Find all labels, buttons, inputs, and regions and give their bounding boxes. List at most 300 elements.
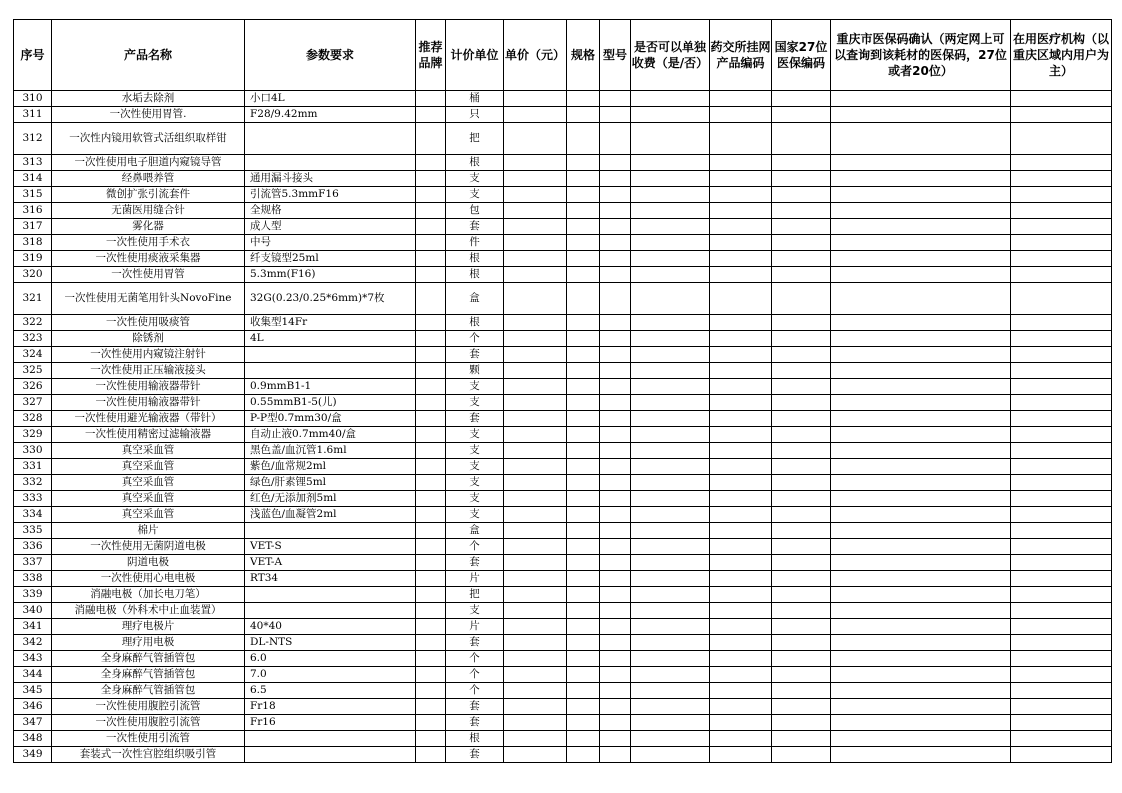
cell-param xyxy=(245,587,416,603)
cell-model xyxy=(600,459,631,475)
cell-institution xyxy=(1011,699,1112,715)
cell-national-code xyxy=(772,683,831,699)
cell-param: F28/9.42mm xyxy=(245,107,416,123)
cell-separate-charge xyxy=(631,747,710,763)
cell-model xyxy=(600,507,631,523)
cell-chongqing-code xyxy=(831,155,1011,171)
cell-exchange-code xyxy=(710,603,772,619)
cell-separate-charge xyxy=(631,571,710,587)
cell-model xyxy=(600,491,631,507)
cell-chongqing-code xyxy=(831,539,1011,555)
cell-national-code xyxy=(772,731,831,747)
cell-institution xyxy=(1011,363,1112,379)
cell-param xyxy=(245,363,416,379)
cell-no: 349 xyxy=(14,747,52,763)
cell-national-code xyxy=(772,507,831,523)
cell-unit: 把 xyxy=(446,123,504,155)
header-cell-name: 产品名称 xyxy=(52,20,245,91)
cell-brand xyxy=(416,187,446,203)
cell-institution xyxy=(1011,747,1112,763)
table-row xyxy=(14,123,1112,155)
cell-brand xyxy=(416,411,446,427)
cell-name: 套装式一次性宫腔组织吸引管 xyxy=(52,747,245,763)
table-row xyxy=(14,683,1112,699)
cell-model xyxy=(600,187,631,203)
cell-spec xyxy=(567,555,600,571)
cell-model xyxy=(600,315,631,331)
cell-national-code xyxy=(772,219,831,235)
cell-param: 纤支镜型25ml xyxy=(245,251,416,267)
cell-chongqing-code xyxy=(831,475,1011,491)
cell-chongqing-code xyxy=(831,747,1011,763)
cell-no: 347 xyxy=(14,715,52,731)
cell-param: 0.55mmB1-5(儿) xyxy=(245,395,416,411)
header-cell-no: 序号 xyxy=(14,20,52,91)
table-row xyxy=(14,347,1112,363)
table-row xyxy=(14,91,1112,107)
cell-exchange-code xyxy=(710,251,772,267)
cell-brand xyxy=(416,747,446,763)
cell-no: 329 xyxy=(14,427,52,443)
cell-national-code xyxy=(772,523,831,539)
cell-separate-charge xyxy=(631,171,710,187)
cell-separate-charge xyxy=(631,235,710,251)
table-row xyxy=(14,395,1112,411)
cell-institution xyxy=(1011,379,1112,395)
cell-separate-charge xyxy=(631,219,710,235)
cell-price xyxy=(504,715,567,731)
cell-chongqing-code xyxy=(831,315,1011,331)
cell-institution xyxy=(1011,203,1112,219)
cell-no: 318 xyxy=(14,235,52,251)
cell-exchange-code xyxy=(710,363,772,379)
cell-unit: 支 xyxy=(446,507,504,523)
cell-unit: 片 xyxy=(446,571,504,587)
cell-no: 340 xyxy=(14,603,52,619)
cell-national-code xyxy=(772,379,831,395)
cell-model xyxy=(600,747,631,763)
table-row xyxy=(14,667,1112,683)
cell-exchange-code xyxy=(710,587,772,603)
table-row xyxy=(14,251,1112,267)
cell-brand xyxy=(416,443,446,459)
cell-unit: 根 xyxy=(446,315,504,331)
cell-chongqing-code xyxy=(831,459,1011,475)
cell-brand xyxy=(416,491,446,507)
cell-spec xyxy=(567,603,600,619)
table-row xyxy=(14,459,1112,475)
cell-institution xyxy=(1011,587,1112,603)
cell-chongqing-code xyxy=(831,667,1011,683)
cell-price xyxy=(504,475,567,491)
cell-chongqing-code xyxy=(831,427,1011,443)
cell-institution xyxy=(1011,331,1112,347)
cell-institution xyxy=(1011,667,1112,683)
cell-param: P-P型0.7mm30/盒 xyxy=(245,411,416,427)
cell-separate-charge xyxy=(631,731,710,747)
header-cell-chongqing-code: 重庆市医保码确认（两定网上可以查询到该耗材的医保码，27位或者20位） xyxy=(831,20,1011,91)
cell-name: 无菌医用缝合针 xyxy=(52,203,245,219)
cell-brand xyxy=(416,171,446,187)
cell-price xyxy=(504,347,567,363)
cell-chongqing-code xyxy=(831,203,1011,219)
cell-spec xyxy=(567,171,600,187)
cell-national-code xyxy=(772,635,831,651)
table-row xyxy=(14,603,1112,619)
cell-name: 真空采血管 xyxy=(52,507,245,523)
cell-name: 一次性使用精密过滤输液器 xyxy=(52,427,245,443)
cell-price xyxy=(504,267,567,283)
cell-spec xyxy=(567,235,600,251)
cell-unit: 支 xyxy=(446,395,504,411)
cell-param: 黑色盖/血沉管1.6ml xyxy=(245,443,416,459)
cell-spec xyxy=(567,411,600,427)
cell-chongqing-code xyxy=(831,251,1011,267)
cell-no: 314 xyxy=(14,171,52,187)
cell-spec xyxy=(567,587,600,603)
cell-national-code xyxy=(772,331,831,347)
cell-chongqing-code xyxy=(831,107,1011,123)
cell-national-code xyxy=(772,251,831,267)
cell-institution xyxy=(1011,395,1112,411)
cell-separate-charge xyxy=(631,555,710,571)
cell-no: 335 xyxy=(14,523,52,539)
cell-no: 310 xyxy=(14,91,52,107)
cell-brand xyxy=(416,155,446,171)
cell-spec xyxy=(567,651,600,667)
cell-name: 真空采血管 xyxy=(52,475,245,491)
cell-brand xyxy=(416,363,446,379)
cell-model xyxy=(600,571,631,587)
cell-price xyxy=(504,539,567,555)
cell-price xyxy=(504,91,567,107)
cell-national-code xyxy=(772,235,831,251)
cell-price xyxy=(504,219,567,235)
cell-param: 中号 xyxy=(245,235,416,251)
cell-price xyxy=(504,187,567,203)
cell-brand xyxy=(416,395,446,411)
cell-no: 322 xyxy=(14,315,52,331)
table-row xyxy=(14,155,1112,171)
cell-name: 一次性使用胃管 xyxy=(52,267,245,283)
cell-param: 收集型14Fr xyxy=(245,315,416,331)
cell-no: 319 xyxy=(14,251,52,267)
cell-institution xyxy=(1011,315,1112,331)
cell-model xyxy=(600,395,631,411)
cell-unit: 个 xyxy=(446,331,504,347)
cell-unit: 个 xyxy=(446,683,504,699)
cell-brand xyxy=(416,267,446,283)
table-row xyxy=(14,331,1112,347)
cell-param: 浅蓝色/血凝管2ml xyxy=(245,507,416,523)
cell-institution xyxy=(1011,539,1112,555)
cell-national-code xyxy=(772,203,831,219)
cell-model xyxy=(600,651,631,667)
cell-spec xyxy=(567,507,600,523)
cell-separate-charge xyxy=(631,667,710,683)
table-row xyxy=(14,379,1112,395)
cell-national-code xyxy=(772,619,831,635)
cell-param: 全规格 xyxy=(245,203,416,219)
cell-model xyxy=(600,603,631,619)
cell-name: 一次性使用腹腔引流管 xyxy=(52,699,245,715)
cell-institution xyxy=(1011,107,1112,123)
cell-institution xyxy=(1011,475,1112,491)
cell-param: 紫色/血常规2ml xyxy=(245,459,416,475)
table-row xyxy=(14,571,1112,587)
table-row xyxy=(14,651,1112,667)
cell-separate-charge xyxy=(631,491,710,507)
cell-spec xyxy=(567,491,600,507)
cell-chongqing-code xyxy=(831,523,1011,539)
cell-brand xyxy=(416,651,446,667)
cell-name: 真空采血管 xyxy=(52,459,245,475)
cell-brand xyxy=(416,683,446,699)
cell-exchange-code xyxy=(710,443,772,459)
cell-brand xyxy=(416,123,446,155)
cell-no: 324 xyxy=(14,347,52,363)
cell-separate-charge xyxy=(631,123,710,155)
cell-unit: 包 xyxy=(446,203,504,219)
cell-brand xyxy=(416,699,446,715)
cell-model xyxy=(600,715,631,731)
cell-param: 40*40 xyxy=(245,619,416,635)
cell-no: 338 xyxy=(14,571,52,587)
cell-institution xyxy=(1011,507,1112,523)
table-row xyxy=(14,619,1112,635)
cell-no: 330 xyxy=(14,443,52,459)
cell-model xyxy=(600,555,631,571)
cell-chongqing-code xyxy=(831,587,1011,603)
cell-spec xyxy=(567,155,600,171)
cell-institution xyxy=(1011,651,1112,667)
cell-model xyxy=(600,203,631,219)
cell-model xyxy=(600,363,631,379)
cell-unit: 支 xyxy=(446,475,504,491)
cell-national-code xyxy=(772,267,831,283)
cell-unit: 套 xyxy=(446,411,504,427)
cell-separate-charge xyxy=(631,539,710,555)
cell-spec xyxy=(567,571,600,587)
cell-exchange-code xyxy=(710,619,772,635)
cell-brand xyxy=(416,251,446,267)
cell-no: 311 xyxy=(14,107,52,123)
cell-brand xyxy=(416,235,446,251)
cell-param: 成人型 xyxy=(245,219,416,235)
cell-chongqing-code xyxy=(831,379,1011,395)
cell-national-code xyxy=(772,363,831,379)
cell-separate-charge xyxy=(631,427,710,443)
cell-model xyxy=(600,283,631,315)
table-row xyxy=(14,427,1112,443)
cell-model xyxy=(600,539,631,555)
cell-brand xyxy=(416,91,446,107)
cell-name: 一次性使用吸痰管 xyxy=(52,315,245,331)
cell-name: 一次性使用无菌笔用针头NovoFine xyxy=(52,283,245,315)
cell-no: 326 xyxy=(14,379,52,395)
cell-exchange-code xyxy=(710,651,772,667)
cell-model xyxy=(600,411,631,427)
cell-separate-charge xyxy=(631,267,710,283)
cell-param xyxy=(245,731,416,747)
cell-chongqing-code xyxy=(831,651,1011,667)
table-row xyxy=(14,283,1112,315)
cell-name: 一次性使用无菌阴道电极 xyxy=(52,539,245,555)
cell-model xyxy=(600,235,631,251)
cell-chongqing-code xyxy=(831,635,1011,651)
cell-price xyxy=(504,427,567,443)
cell-separate-charge xyxy=(631,683,710,699)
cell-price xyxy=(504,731,567,747)
header-row xyxy=(14,20,1112,91)
cell-chongqing-code xyxy=(831,699,1011,715)
cell-brand xyxy=(416,331,446,347)
cell-institution xyxy=(1011,219,1112,235)
cell-param xyxy=(245,747,416,763)
cell-model xyxy=(600,699,631,715)
cell-no: 317 xyxy=(14,219,52,235)
cell-name: 除锈剂 xyxy=(52,331,245,347)
cell-name: 一次性使用电子胆道内窥镜导管 xyxy=(52,155,245,171)
cell-model xyxy=(600,683,631,699)
cell-param: 32G(0.23/0.25*6mm)*7枚 xyxy=(245,283,416,315)
cell-chongqing-code xyxy=(831,411,1011,427)
cell-separate-charge xyxy=(631,651,710,667)
cell-national-code xyxy=(772,555,831,571)
cell-model xyxy=(600,123,631,155)
cell-national-code xyxy=(772,459,831,475)
cell-institution xyxy=(1011,155,1112,171)
cell-param: Fr16 xyxy=(245,715,416,731)
cell-chongqing-code xyxy=(831,603,1011,619)
cell-national-code xyxy=(772,571,831,587)
table-row xyxy=(14,219,1112,235)
cell-unit: 个 xyxy=(446,539,504,555)
header-cell-exchange-code: 药交所挂网产品编码 xyxy=(710,20,772,91)
cell-national-code xyxy=(772,187,831,203)
cell-brand xyxy=(416,203,446,219)
cell-param: 7.0 xyxy=(245,667,416,683)
cell-param: 4L xyxy=(245,331,416,347)
cell-separate-charge xyxy=(631,619,710,635)
cell-institution xyxy=(1011,459,1112,475)
cell-exchange-code xyxy=(710,699,772,715)
cell-chongqing-code xyxy=(831,683,1011,699)
cell-brand xyxy=(416,507,446,523)
cell-national-code xyxy=(772,491,831,507)
cell-exchange-code xyxy=(710,683,772,699)
cell-institution xyxy=(1011,443,1112,459)
cell-national-code xyxy=(772,395,831,411)
cell-national-code xyxy=(772,123,831,155)
cell-national-code xyxy=(772,603,831,619)
cell-model xyxy=(600,331,631,347)
cell-exchange-code xyxy=(710,427,772,443)
table-row xyxy=(14,187,1112,203)
cell-national-code xyxy=(772,747,831,763)
table-row xyxy=(14,587,1112,603)
cell-model xyxy=(600,171,631,187)
cell-exchange-code xyxy=(710,715,772,731)
cell-name: 水垢去除剂 xyxy=(52,91,245,107)
cell-model xyxy=(600,155,631,171)
cell-name: 雾化器 xyxy=(52,219,245,235)
cell-brand xyxy=(416,587,446,603)
cell-spec xyxy=(567,475,600,491)
cell-exchange-code xyxy=(710,571,772,587)
cell-exchange-code xyxy=(710,491,772,507)
cell-national-code xyxy=(772,155,831,171)
cell-name: 理疗用电极 xyxy=(52,635,245,651)
table-row xyxy=(14,507,1112,523)
cell-exchange-code xyxy=(710,331,772,347)
cell-no: 312 xyxy=(14,123,52,155)
cell-name: 一次性使用内窥镜注射针 xyxy=(52,347,245,363)
cell-unit: 套 xyxy=(446,747,504,763)
cell-brand xyxy=(416,571,446,587)
cell-name: 全身麻醉气管插管包 xyxy=(52,683,245,699)
cell-param: 5.3mm(F16) xyxy=(245,267,416,283)
cell-institution xyxy=(1011,347,1112,363)
cell-param: 小口4L xyxy=(245,91,416,107)
cell-institution xyxy=(1011,555,1112,571)
cell-model xyxy=(600,667,631,683)
cell-unit: 件 xyxy=(446,235,504,251)
cell-spec xyxy=(567,123,600,155)
cell-spec xyxy=(567,667,600,683)
cell-exchange-code xyxy=(710,507,772,523)
cell-param xyxy=(245,347,416,363)
cell-institution xyxy=(1011,491,1112,507)
cell-param: Fr18 xyxy=(245,699,416,715)
cell-no: 341 xyxy=(14,619,52,635)
cell-name: 一次性使用痰液采集器 xyxy=(52,251,245,267)
cell-price xyxy=(504,155,567,171)
cell-separate-charge xyxy=(631,107,710,123)
cell-price xyxy=(504,683,567,699)
cell-spec xyxy=(567,619,600,635)
cell-param xyxy=(245,523,416,539)
cell-model xyxy=(600,587,631,603)
cell-institution xyxy=(1011,235,1112,251)
cell-brand xyxy=(416,539,446,555)
cell-separate-charge xyxy=(631,475,710,491)
cell-national-code xyxy=(772,667,831,683)
cell-exchange-code xyxy=(710,379,772,395)
cell-separate-charge xyxy=(631,587,710,603)
cell-param: RT34 xyxy=(245,571,416,587)
cell-national-code xyxy=(772,539,831,555)
cell-price xyxy=(504,603,567,619)
cell-name: 一次性使用正压输液接头 xyxy=(52,363,245,379)
cell-price xyxy=(504,587,567,603)
cell-chongqing-code xyxy=(831,187,1011,203)
table-row xyxy=(14,443,1112,459)
cell-model xyxy=(600,219,631,235)
cell-exchange-code xyxy=(710,555,772,571)
cell-exchange-code xyxy=(710,459,772,475)
cell-price xyxy=(504,619,567,635)
cell-chongqing-code xyxy=(831,443,1011,459)
cell-no: 323 xyxy=(14,331,52,347)
cell-spec xyxy=(567,699,600,715)
cell-param: 0.9mmB1-1 xyxy=(245,379,416,395)
cell-brand xyxy=(416,107,446,123)
header-cell-brand: 推荐品牌 xyxy=(416,20,446,91)
header-cell-unit: 计价单位 xyxy=(446,20,504,91)
table-row xyxy=(14,475,1112,491)
cell-param xyxy=(245,155,416,171)
